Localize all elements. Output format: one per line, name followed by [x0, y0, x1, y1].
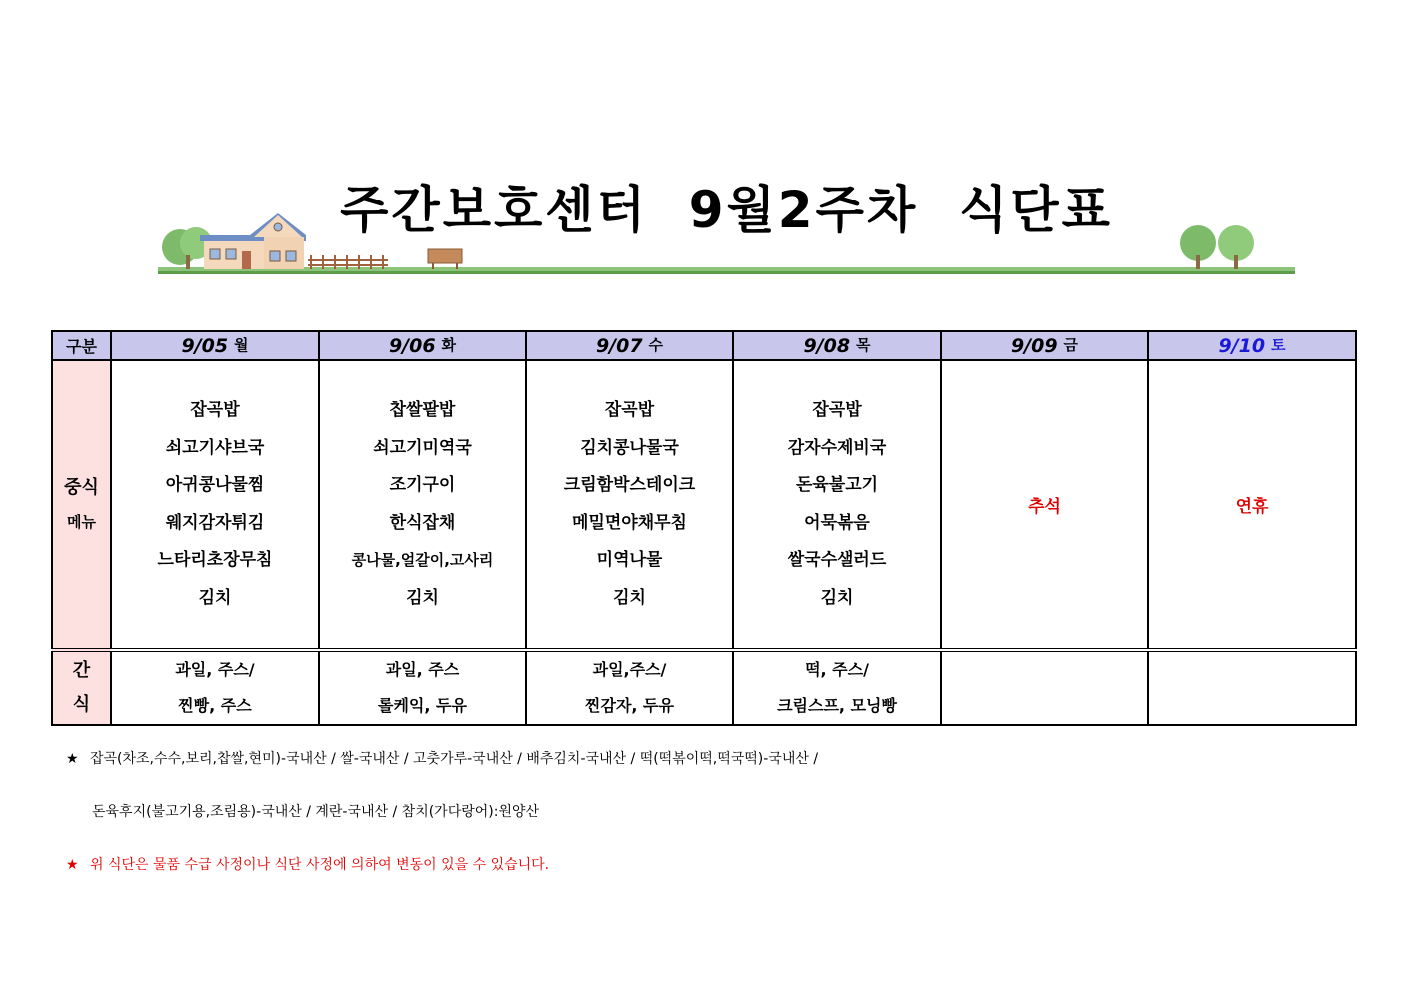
holiday-label: 추석	[1028, 497, 1061, 517]
snack-label-line: 간	[72, 660, 91, 681]
lunch-cell-wed	[526, 360, 733, 650]
dish-item: 아귀콩나물찜	[165, 475, 265, 495]
snack-item: 떡, 주스/	[805, 660, 869, 679]
date-label: 9/05	[181, 335, 229, 357]
dish-item: 김치콩나물국	[580, 437, 679, 458]
day-header-thu	[733, 331, 941, 360]
warning-text: 위 식단은 물품 수급 사정이나 식단 사정에 의하여 변동이 있을 수 있습니다.	[90, 857, 550, 873]
snack-item: 찐감자, 두유	[585, 696, 674, 715]
origin-note-line: 돈육후지(불고기용,조림용)-국내산 / 계란-국내산 / 참치(가다랑어):원양산	[92, 804, 540, 820]
date-label: 9/09	[1010, 335, 1058, 357]
dish-item: 느타리초장무침	[157, 550, 273, 570]
day-header-mon	[111, 331, 319, 360]
lunch-cell-fri	[941, 360, 1148, 650]
lunch-cell-thu	[733, 360, 941, 650]
dish-item: 미역나물	[596, 550, 663, 570]
holiday-label: 연휴	[1235, 497, 1269, 517]
snack-label	[52, 650, 111, 725]
origin-text: 잡곡(차조,수수,보리,찹쌀,현미)-국내산 / 쌀-국내산 / 고춧가루-국내산 / 배추김치-국내산 / 떡(떡볶이떡,떡국떡)-국내산 /	[90, 751, 819, 767]
notes-section	[66, 746, 818, 879]
snack-cell-tue	[319, 650, 526, 725]
snack-item: 과일,주스/	[592, 660, 667, 679]
star-icon: ★	[66, 751, 79, 767]
snack-cell-fri	[941, 650, 1148, 725]
origin-note-line	[66, 746, 818, 773]
weekday-label: 목	[856, 336, 871, 354]
snack-label-line: 식	[72, 694, 91, 715]
lunch-row	[52, 360, 1356, 650]
weekday-label: 월	[234, 336, 249, 354]
date-label: 9/10	[1218, 335, 1266, 357]
dish-item: 어묵볶음	[804, 512, 870, 533]
weekday-label: 토	[1271, 336, 1286, 354]
category-header: 구분	[52, 331, 111, 360]
star-icon: ★	[66, 857, 79, 873]
dish-item: 찹쌀팥밥	[389, 400, 456, 420]
dish-item: 잡곡밥	[190, 400, 240, 420]
snack-item: 찐빵, 주스	[178, 696, 252, 715]
snack-cell-sat	[1148, 650, 1356, 725]
warning-note-line	[66, 852, 818, 879]
lunch-label-line: 중식	[64, 476, 99, 498]
dish-item: 웨지감자튀김	[165, 512, 265, 533]
day-header-wed	[526, 331, 733, 360]
snack-item: 크림스프, 모닝빵	[777, 696, 897, 715]
snack-cell-mon	[111, 650, 319, 725]
snack-row	[52, 650, 1356, 725]
dish-item: 김치	[198, 587, 232, 608]
dish-item: 돈육불고기	[795, 475, 879, 495]
page-title: 주간보호센터 9월2주차 식단표	[340, 181, 1113, 239]
dish-item: 김치	[820, 587, 854, 608]
dish-item: 김치	[406, 587, 439, 608]
dish-item: 쌀국수샐러드	[787, 550, 887, 570]
snack-cell-wed	[526, 650, 733, 725]
dish-item: 쇠고기미역국	[373, 437, 472, 458]
day-header-fri	[941, 331, 1148, 360]
snack-item: 롤케익, 두유	[378, 696, 467, 715]
lunch-cell-mon	[111, 360, 319, 650]
day-header-tue	[319, 331, 526, 360]
dish-item: 조기구이	[389, 475, 456, 495]
dish-item: 한식잡채	[389, 512, 456, 533]
dish-item: 콩나물,얼갈이,고사리	[351, 551, 494, 569]
lunch-cell-tue	[319, 360, 526, 650]
lunch-label-line: 메뉴	[67, 512, 96, 531]
dish-item: 잡곡밥	[604, 400, 655, 420]
weekday-label: 수	[648, 336, 664, 354]
lunch-cell-sat	[1148, 360, 1356, 650]
header-row	[52, 331, 1356, 360]
snack-cell-thu	[733, 650, 941, 725]
dish-item: 잡곡밥	[812, 400, 862, 420]
date-label: 9/06	[388, 335, 436, 357]
weekday-label: 화	[441, 336, 457, 354]
weekday-label: 금	[1063, 336, 1079, 354]
date-label: 9/07	[595, 335, 643, 357]
day-header-sat	[1148, 331, 1356, 360]
snack-item: 과일, 주스	[385, 660, 460, 679]
date-label: 9/08	[803, 335, 851, 357]
dish-item: 김치	[613, 587, 646, 608]
dish-item: 감자수제비국	[787, 437, 887, 458]
snack-item: 과일, 주스/	[175, 660, 255, 679]
dish-item: 쇠고기샤브국	[165, 437, 265, 458]
dish-item: 메밀면야채무침	[572, 512, 687, 533]
menu-table	[51, 330, 1357, 726]
lunch-label	[52, 360, 111, 650]
dish-item: 크림함박스테이크	[563, 475, 696, 495]
